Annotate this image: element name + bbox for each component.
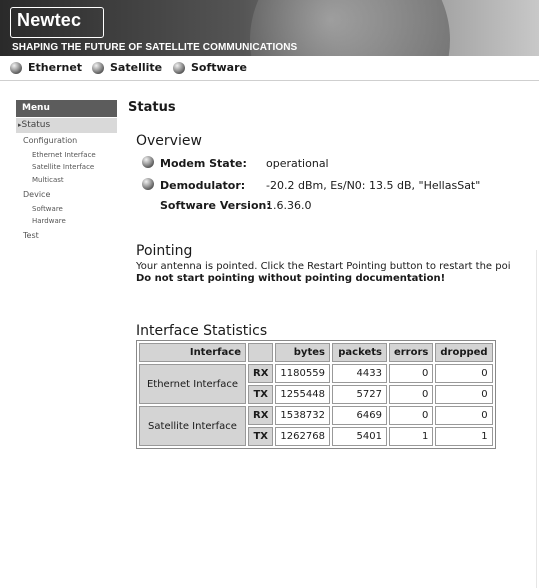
pointing-warning: Do not start pointing without pointing documentation! bbox=[136, 273, 446, 284]
bytes-cell: 1262768 bbox=[275, 427, 330, 446]
status-sphere-icon bbox=[142, 178, 154, 190]
errors-cell: 1 bbox=[389, 427, 433, 446]
direction-cell: TX bbox=[248, 385, 273, 404]
table-row bbox=[139, 406, 493, 425]
direction-cell: RX bbox=[248, 364, 273, 383]
bytes-cell: 1538732 bbox=[275, 406, 330, 425]
packets-cell: 4433 bbox=[332, 364, 387, 383]
bytes-cell: 1255448 bbox=[275, 385, 330, 404]
menu-header: Menu bbox=[16, 100, 117, 117]
col-header-direction bbox=[248, 343, 273, 362]
sphere-icon bbox=[173, 62, 185, 74]
sphere-icon bbox=[10, 62, 22, 74]
sphere-icon bbox=[92, 62, 104, 74]
sidebar-item-ethernet-interface[interactable]: Ethernet Interface bbox=[32, 151, 96, 159]
nav-ethernet-label: Ethernet bbox=[28, 61, 83, 74]
software-version-label: Software Version: bbox=[160, 199, 271, 212]
interface-cell: Satellite Interface bbox=[139, 406, 246, 446]
table-row bbox=[139, 364, 493, 383]
direction-cell: TX bbox=[248, 427, 273, 446]
sidebar-item-device[interactable]: Device bbox=[23, 190, 51, 199]
errors-cell: 0 bbox=[389, 385, 433, 404]
pointing-text: Your antenna is pointed. Click the Restart Pointing button to restart the poi bbox=[136, 261, 511, 272]
dropped-cell: 0 bbox=[435, 364, 492, 383]
errors-cell: 0 bbox=[389, 406, 433, 425]
nav-software-label: Software bbox=[191, 61, 247, 74]
sidebar-item-configuration[interactable]: Configuration bbox=[23, 136, 78, 145]
overview-heading: Overview bbox=[136, 133, 202, 149]
status-sphere-icon bbox=[142, 156, 154, 168]
content-edge-divider bbox=[536, 250, 537, 588]
top-nav bbox=[0, 56, 539, 81]
sidebar-item-status[interactable] bbox=[16, 118, 117, 133]
header-banner bbox=[0, 0, 539, 56]
sidebar-item-multicast[interactable]: Multicast bbox=[32, 176, 64, 184]
col-header-packets: packets bbox=[332, 343, 387, 362]
logo[interactable]: Newtec bbox=[17, 10, 82, 30]
demodulator-value: -20.2 dBm, Es/N0: 13.5 dB, "HellasSat" bbox=[266, 179, 481, 192]
nav-satellite[interactable] bbox=[92, 61, 162, 74]
sidebar-item-hardware[interactable]: Hardware bbox=[32, 217, 66, 225]
caret-right-icon: ▸ bbox=[18, 121, 22, 129]
table-header-row bbox=[139, 343, 493, 362]
dropped-cell: 1 bbox=[435, 427, 492, 446]
col-header-errors: errors bbox=[389, 343, 433, 362]
pointing-heading: Pointing bbox=[136, 243, 193, 259]
col-header-bytes: bytes bbox=[275, 343, 330, 362]
errors-cell: 0 bbox=[389, 364, 433, 383]
nav-software[interactable] bbox=[173, 61, 247, 74]
dropped-cell: 0 bbox=[435, 385, 492, 404]
page-title: Status bbox=[128, 100, 176, 115]
packets-cell: 5401 bbox=[332, 427, 387, 446]
nav-satellite-label: Satellite bbox=[110, 61, 163, 74]
interface-cell: Ethernet Interface bbox=[139, 364, 246, 404]
nav-ethernet[interactable] bbox=[10, 61, 82, 74]
sidebar-item-software[interactable]: Software bbox=[32, 205, 63, 213]
packets-cell: 5727 bbox=[332, 385, 387, 404]
sidebar-item-test[interactable]: Test bbox=[23, 231, 39, 240]
sidebar-item-satellite-interface[interactable]: Satellite Interface bbox=[32, 163, 95, 171]
sidebar-item-status-label: Status bbox=[21, 120, 51, 130]
software-version-value: 1.6.36.0 bbox=[266, 199, 312, 212]
modem-state-label: Modem State: bbox=[160, 157, 247, 170]
bytes-cell: 1180559 bbox=[275, 364, 330, 383]
demodulator-label: Demodulator: bbox=[160, 179, 246, 192]
packets-cell: 6469 bbox=[332, 406, 387, 425]
dropped-cell: 0 bbox=[435, 406, 492, 425]
col-header-interface: Interface bbox=[139, 343, 246, 362]
modem-state-value: operational bbox=[266, 157, 329, 170]
tagline: SHAPING THE FUTURE OF SATELLITE COMMUNICATIONS bbox=[12, 42, 298, 53]
interface-statistics-heading: Interface Statistics bbox=[136, 323, 268, 339]
col-header-dropped: dropped bbox=[435, 343, 492, 362]
direction-cell: RX bbox=[248, 406, 273, 425]
interface-statistics-table bbox=[136, 340, 496, 449]
